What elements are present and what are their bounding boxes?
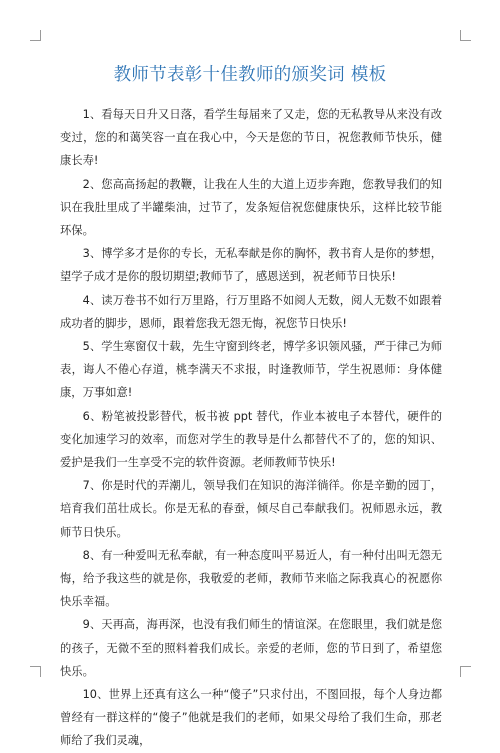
paragraph-4: 4、读万卷书不如行万里路，行万里路不如阅人无数，阅人无数不如跟着成功者的脚步，恩师，跟着您我无怨无悔，祝您节日快乐! — [60, 293, 442, 330]
crop-mark-bottom-right — [460, 666, 471, 677]
document-title: 教师节表彰十佳教师的颁奖词 模板 — [113, 65, 387, 85]
document-body — [60, 103, 442, 753]
paragraph-7: 7、你是时代的弄潮儿，领导我们在知识的海洋徜徉。你是辛勤的园丁，培育我们茁壮成长。你是无私的春蚕，倾尽自己奉献我们。祝师恩永远，教师节日快乐。 — [60, 479, 442, 539]
paragraph-10: 10、世界上还真有这么一种“傻子”只求付出，不图回报，每个人身边都曾经有一群这样的“傻子”他就是我们的老师，如果父母给了我们生命，那老师给了我们灵魂， — [60, 688, 442, 748]
paragraph-2: 2、您高高扬起的教鞭，让我在人生的大道上迈步奔跑，您教导我们的知识在我肚里成了半罐柴油，过节了，发条短信祝您健康快乐，这样比较节能环保。 — [60, 177, 442, 238]
crop-mark-top-left — [30, 30, 41, 41]
paragraph-1: 1、看每天日升又日落，看学生每届来了又走，您的无私教导从来没有改变过，您的和蔼笑容一直在我心中，今天是您的节日，祝您教师节快乐，健康长寿! — [60, 108, 442, 168]
paragraph-6: 6、粉笔被投影替代，板书被 ppt 替代，作业本被电子本替代，硬件的变化加速学习的效率，而您对学生的教导是什么都替代不了的，您的知识、爱护是我们一生享受不完的软件资源。老师教师节快乐! — [60, 409, 442, 470]
paragraph-8: 8、有一种爱叫无私奉献，有一种态度叫平易近人，有一种付出叫无怨无悔，给予我这些的就是你，我敬爱的老师，教师节来临之际我真心的祝愿你快乐幸福。 — [60, 548, 442, 609]
paragraph-9: 9、天再高，海再深，也没有我们师生的情谊深。在您眼里，我们就是您的孩子，无微不至的照料着我们成长。亲爱的老师，您的节日到了，希望您快乐。 — [60, 618, 442, 678]
crop-mark-bottom-left — [30, 666, 41, 677]
crop-mark-top-right — [460, 30, 471, 41]
paragraph-5: 5、学生寒窗仅十载，先生守窗到终老，博学多识领风骚，严于律己为师表，诲人不倦心存道，桃李满天不求报，时逢教师节，学生祝恩师：身体健康，万事如意! — [60, 340, 442, 400]
paragraph-3: 3、博学多才是你的专长，无私奉献是你的胸怀，教书育人是你的梦想，望学子成才是你的殷切期望;教师节了，感恩送到，祝老师节日快乐! — [60, 247, 442, 284]
